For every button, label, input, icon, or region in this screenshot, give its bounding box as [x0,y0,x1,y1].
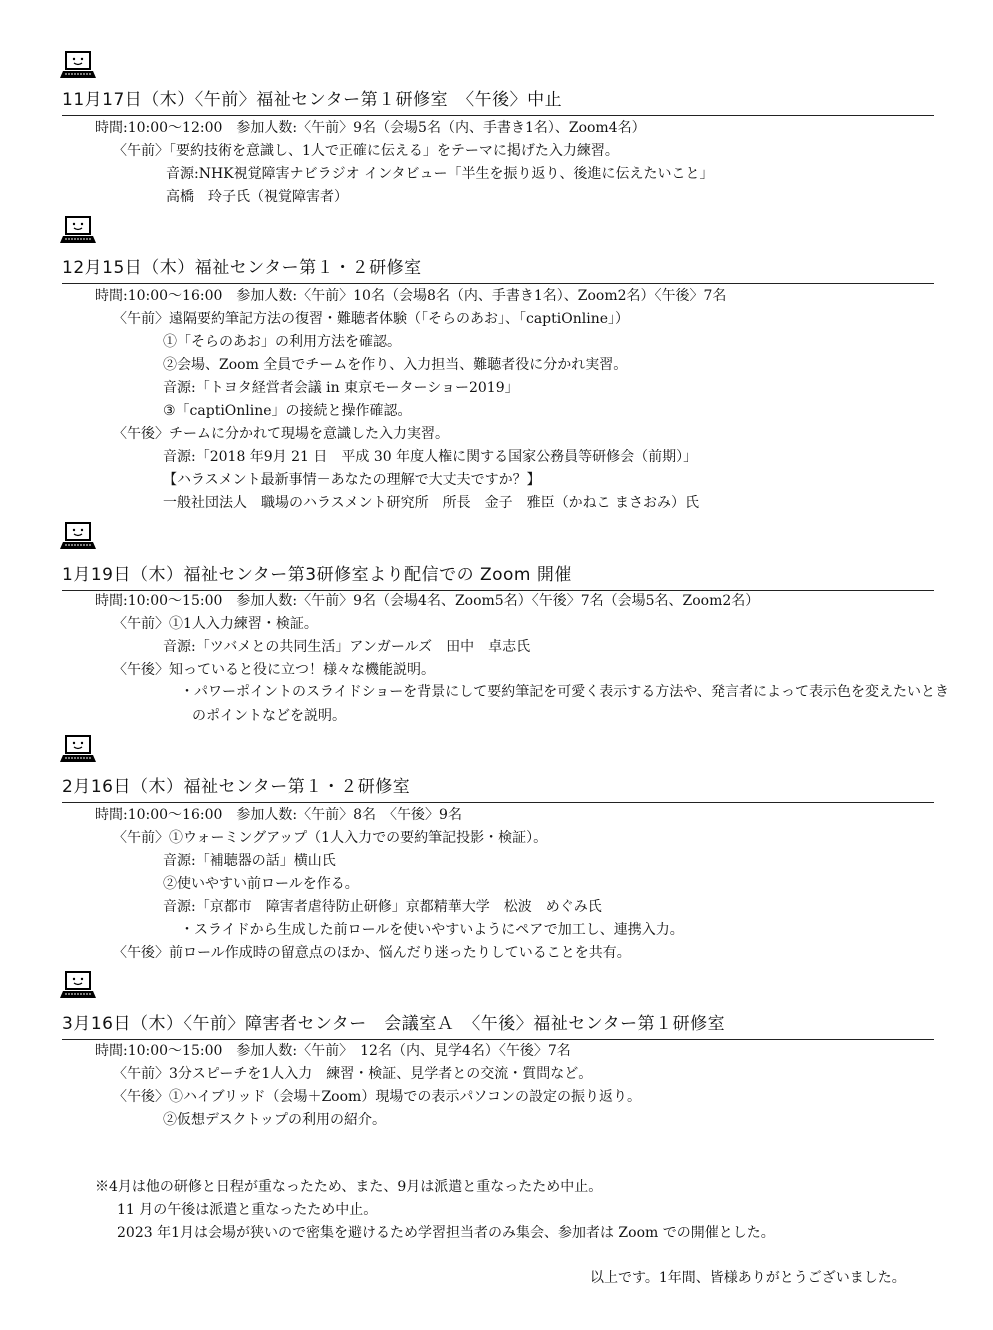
session-line: ②会場、Zoom 全員でチームを作り、入力担当、難聴者役に分かれ実習。 [163,357,628,373]
session-line: 音源:「ツバメとの共同生活」アンガールズ 田中 卓志氏 [163,639,531,655]
session-line: 音源:「トヨタ経営者会議 in 東京モーターショー2019」 [163,380,519,396]
session-heading: 3月16日（木）〈午前〉障害者センター 会議室Ａ 〈午後〉福祉センター第１研修室 [62,1013,934,1040]
session-heading: 1月19日（木）福祉センター第3研修室より配信での Zoom 開催 [62,564,934,591]
session-line: 音源:「京都市 障害者虐待防止研修」京都精華大学 松波 めぐみ氏 [163,899,602,915]
session-line: 音源:NHK視覚障害ナビラジオ インタビュー「半生を振り返り、後進に伝えたいこと」 [166,166,714,182]
session-line: 〈午前〉遠隔要約筆記方法の復習・難聴者体験（「そらのあお」、「captiOnline」） [113,311,630,327]
laptop-icon [60,50,96,80]
closing-remark: 以上です。1年間、皆様ありがとうございました。 [590,1270,906,1286]
session-time: 時間:10:00～15:00 参加人数:〈午前〉 12名（内、見学4名）〈午後〉7名 [95,1043,571,1059]
session-heading: 2月16日（木）福祉センター第１・２研修室 [62,776,934,803]
note-line: ※4月は他の研修と日程が重なったため、また、9月は派遣と重なったため中止。 [95,1179,603,1195]
session-line: 〈午後〉前ロール作成時の留意点のほか、悩んだり迷ったりしていることを共有。 [113,945,631,961]
session-time: 時間:10:00～16:00 参加人数:〈午前〉8名 〈午後〉9名 [95,807,462,823]
session-line: 〈午後〉チームに分かれて現場を意識した入力実習。 [113,426,449,442]
note-line: 11 月の午後は派遣と重なったため中止。 [117,1202,378,1218]
session-heading: 12月15日（木）福祉センター第１・２研修室 [62,257,934,284]
session-line: ・スライドから生成した前ロールを使いやすいようにペアで加工し、連携入力。 [180,922,684,938]
session-time: 時間:10:00～12:00 参加人数:〈午前〉9名（会場5名（内、手書き1名）、Zoom4名） [95,120,646,136]
session-line: 〈午後〉①ハイブリッド（会場＋Zoom）現場での表示パソコンの設定の振り返り。 [113,1089,642,1105]
session-line: 音源:「2018 年9月 21 日 平成 30 年度人権に関する国家公務員等研修会（前期）」 [163,449,698,465]
session-line: 音源:「補聴器の話」横山氏 [163,853,336,869]
session-line: ②仮想デスクトップの利用の紹介。 [163,1112,387,1128]
session-line: ・パワーポイントのスライドショーを背景にして要約筆記を可愛く表示する方法や、発言者によって表示色を変えたいときのポイントなどを説明。 [180,684,950,724]
session-line: 【ハラスメント最新事情－あなたの理解で大丈夫ですか？】 [163,472,541,488]
session-line: 高橋 玲子氏（視覚障害者） [166,189,348,205]
session-line: ②使いやすい前ロールを作る。 [163,876,359,892]
laptop-icon [60,734,96,764]
session-line: 〈午前〉「要約技術を意識し、1人で正確に伝える」をテーマに掲げた入力練習。 [113,143,619,159]
session-line: ③「captiOnline」の接続と操作確認。 [163,403,412,419]
session-line: ①「そらのあお」の利用方法を確認。 [163,334,401,350]
session-line: 〈午前〉3分スピーチを1人入力 練習・検証、見学者との交流・質問など。 [113,1066,593,1082]
note-line: 2023 年1月は会場が狭いので密集を避けるため学習担当者のみ集会、参加者は Zoom での開催とした。 [117,1225,775,1241]
session-time: 時間:10:00～16:00 参加人数:〈午前〉10名（会場8名（内、手書き1名）、Zoom2名）〈午後〉7名 [95,288,727,304]
laptop-icon [60,215,96,245]
laptop-icon [60,521,96,551]
session-line: 一般社団法人 職場のハラスメント研究所 所長 金子 雅臣（かねこ まさおみ）氏 [163,495,700,511]
session-line: 〈午前〉①1人入力練習・検証。 [113,616,318,632]
session-heading: 11月17日（木）〈午前〉福祉センター第１研修室 〈午後〉中止 [62,89,934,116]
session-line: 〈午前〉①ウォーミングアップ（1人入力での要約筆記投影・検証）。 [113,830,548,846]
laptop-icon [60,970,96,1000]
session-time: 時間:10:00～15:00 参加人数:〈午前〉9名（会場4名、Zoom5名）〈午後〉7名（会場5名、Zoom2名） [95,593,760,609]
session-line: 〈午後〉知っていると役に立つ！様々な機能説明。 [113,662,435,678]
